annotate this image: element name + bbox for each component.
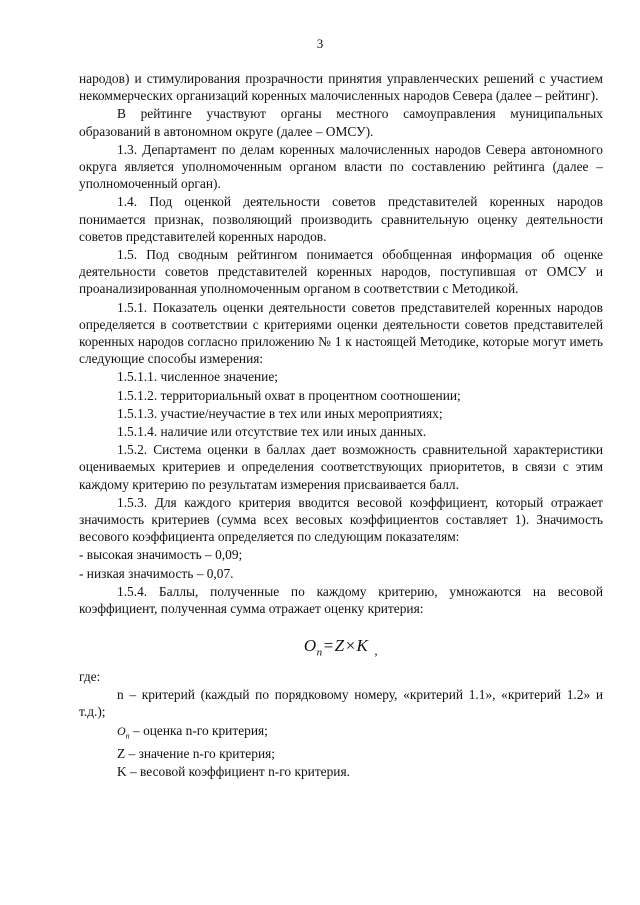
definition-k: K – весовой коэффициент n-го критерия. [117,764,350,780]
paragraph-1-3: 1.3. Департамент по делам коренных малочисленных народов Севера автономного округа является уполномоченным органом власти по составлению рейтинга (далее – уполномоченный орган). [79,141,603,192]
paragraph-1-5-2: 1.5.2. Система оценки в баллах дает возможность сравнительной характеристики оцениваемых критериев и определения соответствующих приоритетов, в связи с этим каждому критерию по результатам измерения присваивается балл. [79,442,603,492]
paragraph-participants: В рейтинге участвуют органы местного самоуправления муниципальных образований в автономном округе (далее – ОМСУ). [79,106,603,139]
paragraph-1-5-1: 1.5.1. Показатель оценки деятельности советов представителей коренных народов определяется в соответствии с критериями оценки деятельности советов представителей коренных народов согласно приложению № 1 к настоящей Методике, которые могут иметь следующие способы измерения: [79,299,603,367]
paragraph-continuation: народов) и стимулирования прозрачности принятия управленческих решений с участием некоммерческих организаций коренных малочисленных народов Севера (далее – рейтинг). [79,71,603,104]
definition-on [79,722,603,745]
definition-n: n – критерий (каждый по порядковому номеру, «критерий 1.1», «критерий 1.2» и т.д.); [79,687,603,720]
paragraph-1-5-4: 1.5.4. Баллы, полученные по каждому критерию, умножаются на весовой коэффициент, полученная сумма отражает оценку критерия: [79,583,603,617]
definition-z: Z – значение n-го критерия; [117,746,275,762]
definition-on-symbol: $O_n$ [117,723,130,740]
formula-rhs: =Z×K [322,636,369,656]
list-item-1-5-1-3: 1.5.1.3. участие/неучастие в тех или иных мероприятиях; [117,405,443,421]
paragraph-1-5: 1.5. Под сводным рейтингом понимается обобщенная информация об оценке деятельности советов представителей коренных народов, поступившая от ОМСУ и проанализированная уполномоченным органом в соответствии с Методикой. [79,247,603,297]
formula-trail: , [374,643,379,659]
list-item-high-significance: - высокая значимость – 0,09; [79,547,243,563]
list-item-1-5-1-2: 1.5.1.2. территориальный охват в процентном соотношении; [117,387,461,403]
list-item-low-significance: - низкая значимость – 0,07. [79,565,234,581]
list-item-1-5-1-4: 1.5.1.4. наличие или отсутствие тех или иных данных. [117,424,427,440]
list-item-1-5-1-1: 1.5.1.1. численное значение; [117,369,279,385]
formula-lhs-sub: n [316,646,323,659]
formula-lhs: O [303,636,317,656]
definition-on-text: – оценка n-го критерия; [129,722,268,738]
paragraph-1-4: 1.4. Под оценкой деятельности советов представителей коренных народов понимается признак, позволяющий производить сравнительную оценку деятельности советов представителей коренных народов. [79,194,603,244]
document-body [79,70,603,782]
formula [79,637,603,662]
where-label: где: [79,668,101,684]
paragraph-1-5-3: 1.5.3. Для каждого критерия вводится весовой коэффициент, который отражает значимость критериев (сумма всех весовых коэффициентов составляет 1). Значимость весового коэффициента определяется по следующим показателям: [79,494,603,545]
page-number: 3 [316,36,324,51]
